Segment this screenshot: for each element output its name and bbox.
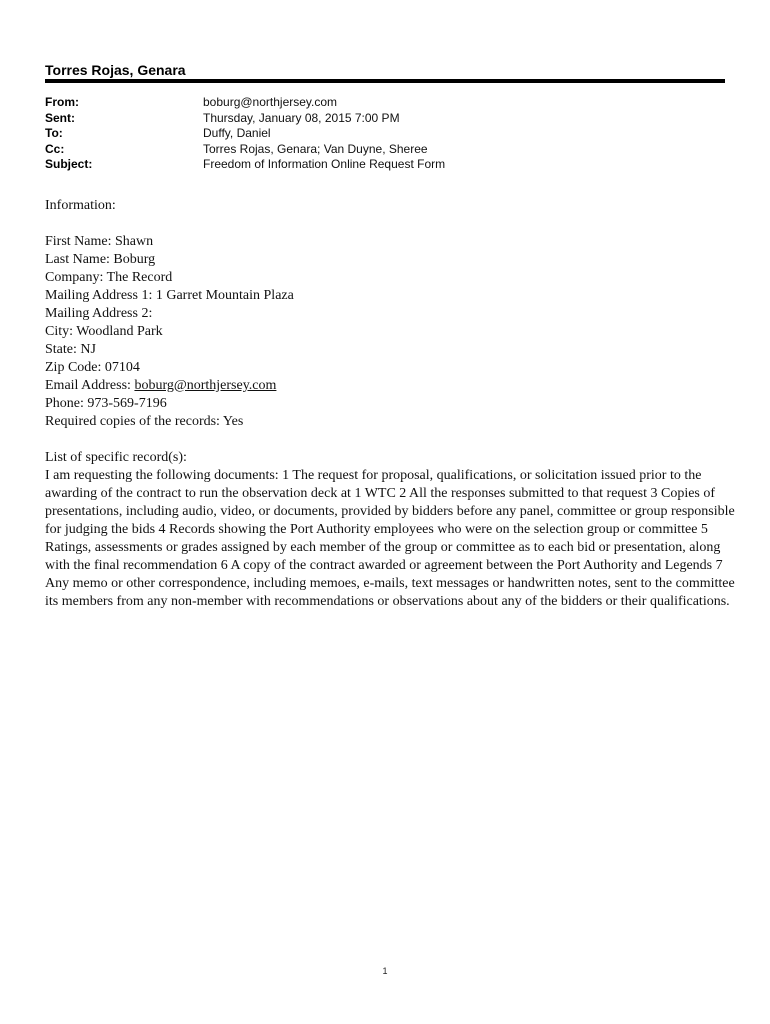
header-divider [45, 79, 725, 83]
header-row-from [45, 95, 445, 111]
sent-label: Sent: [45, 110, 75, 125]
field-state: State: NJ [45, 342, 96, 357]
subject-label: Subject: [45, 157, 93, 171]
field-zip: Zip Code: 07104 [45, 360, 140, 375]
spacer [45, 215, 735, 233]
field-city: City: Woodland Park [45, 324, 163, 339]
field-mailing-address-2: Mailing Address 2: [45, 306, 153, 321]
header-row-cc [45, 142, 445, 158]
mailbox-owner-name: Torres Rojas, Genara [45, 62, 186, 78]
field-first-name: First Name: Shawn [45, 234, 154, 249]
field-company: Company: The Record [45, 270, 173, 285]
header-row-sent [45, 111, 445, 127]
sent-value: Thursday, January 08, 2015 7:00 PM [203, 110, 400, 125]
to-value: Duffy, Daniel [203, 126, 271, 140]
email-label: Email Address: [45, 378, 135, 393]
email-header-block [45, 95, 445, 173]
records-heading: List of specific record(s): [45, 450, 187, 465]
field-copies: Required copies of the records: Yes [45, 414, 244, 429]
from-label: From: [45, 95, 79, 109]
header-row-to [45, 126, 445, 142]
email-body [45, 197, 735, 611]
spacer [45, 431, 735, 449]
cc-value: Torres Rojas, Genara; Van Duyne, Sheree [203, 141, 428, 156]
header-row-subject [45, 157, 445, 173]
field-phone: Phone: 973-569-7196 [45, 396, 167, 411]
field-email [45, 377, 735, 395]
field-last-name: Last Name: Boburg [45, 252, 156, 267]
email-link[interactable]: boburg@northjersey.com [134, 378, 277, 393]
subject-value: Freedom of Information Online Request Form [203, 157, 446, 171]
body-intro: Information: [45, 198, 116, 213]
from-value: boburg@northjersey.com [203, 95, 338, 109]
field-mailing-address-1: Mailing Address 1: 1 Garret Mountain Plaza [45, 288, 294, 303]
records-request-text: I am requesting the following documents: 1 The request for proposal, qualifications, or solicitation issued prior to the awarding of the contract to run the observation deck at 1 WTC 2 All the responses submitted to that request 3 Copies of presentations, including audio, video, or documents, provided by bidders before any panel, committee or group responsible for judging the bids 4 Records showing the Port Authority employees who were on the selection group or committee 5 Ratings, assessments or grades assigned by each member of the group or committee as to each bid or presentation, along with the final recommendation 6 A copy of the contract awarded or agreement between the Port Authority and Legends 7 Any memo or other correspondence, including memoes, e-mails, text messages or handwritten notes, sent to the committee its members from any non-member with recommendations or observations about any of the bidders or their qualifications. [45, 468, 735, 609]
cc-label: Cc: [45, 141, 65, 156]
page-number: 1 [382, 966, 388, 976]
to-label: To: [45, 126, 63, 140]
